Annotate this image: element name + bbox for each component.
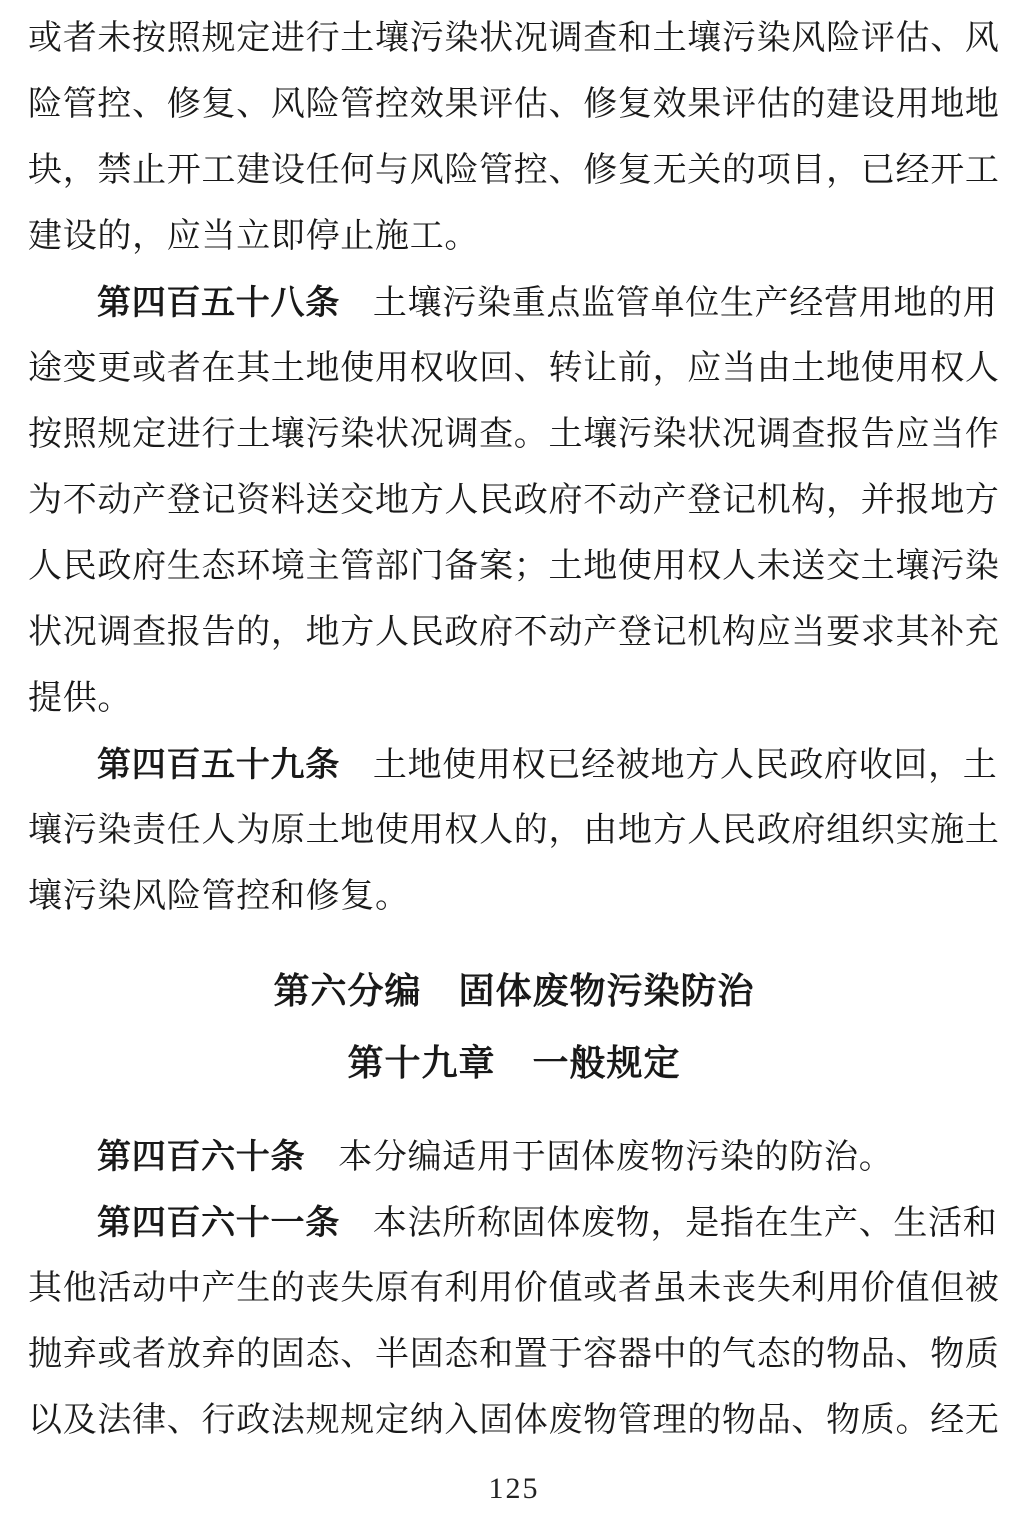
paragraph-end-line: 建设的，应当立即停止施工。 <box>28 218 480 255</box>
text-line: 或者未按照规定进行土壤污染状况调查和土壤污染风险评估、风 <box>28 20 1000 57</box>
article-number-460: 第四百六十条 <box>97 1138 306 1176</box>
article-number-458: 第四百五十八条 <box>97 284 340 322</box>
paragraph-end-line: 提供。 <box>28 680 133 717</box>
text-line: 状况调查报告的，地方人民政府不动产登记机构应当要求其补充 <box>28 614 1000 651</box>
text-line: 其他活动中产生的丧失原有利用价值或者虽未丧失利用价值但被 <box>28 1270 1000 1307</box>
page-number: 125 <box>488 1472 540 1505</box>
text-line: 抛弃或者放弃的固态、半固态和置于容器中的气态的物品、物质 <box>28 1336 1000 1373</box>
paragraph-end-line: 壤污染风险管控和修复。 <box>28 878 410 915</box>
article-458-text: 土壤污染重点监管单位生产经营用地的用 <box>372 285 998 322</box>
article-459-first-line <box>28 732 1000 798</box>
text-line: 为不动产登记资料送交地方人民政府不动产登记机构，并报地方 <box>28 482 1000 519</box>
text-line: 人民政府生态环境主管部门备案；土地使用权人未送交土壤污染 <box>28 548 1000 585</box>
text-line: 以及法律、行政法规规定纳入固体废物管理的物品、物质。经无 <box>28 1402 1000 1439</box>
text-line: 块，禁止开工建设任何与风险管控、修复无关的项目，已经开工 <box>28 152 1000 189</box>
article-458-first-line <box>28 270 1000 336</box>
article-461-text: 本法所称固体废物，是指在生产、生活和 <box>372 1205 998 1242</box>
text-line: 按照规定进行土壤污染状况调查。土壤污染状况调查报告应当作 <box>28 416 1000 453</box>
article-460-text: 本分编适用于固体废物污染的防治。 <box>338 1139 894 1176</box>
article-number-459: 第四百五十九条 <box>97 746 340 784</box>
text-line: 壤污染责任人为原土地使用权人的，由地方人民政府组织实施土 <box>28 812 1000 849</box>
article-number-461: 第四百六十一条 <box>97 1204 340 1242</box>
chapter-heading: 第十九章 一般规定 <box>347 1042 681 1083</box>
article-460-line <box>28 1124 1000 1190</box>
part-heading: 第六分编 固体废物污染防治 <box>273 970 755 1011</box>
article-461-first-line <box>28 1190 1000 1256</box>
article-459-text: 土地使用权已经被地方人民政府收回，土 <box>372 747 998 784</box>
text-line: 险管控、修复、风险管控效果评估、修复效果评估的建设用地地 <box>28 86 1000 123</box>
text-line: 途变更或者在其土地使用权收回、转让前，应当由土地使用权人 <box>28 350 1000 387</box>
